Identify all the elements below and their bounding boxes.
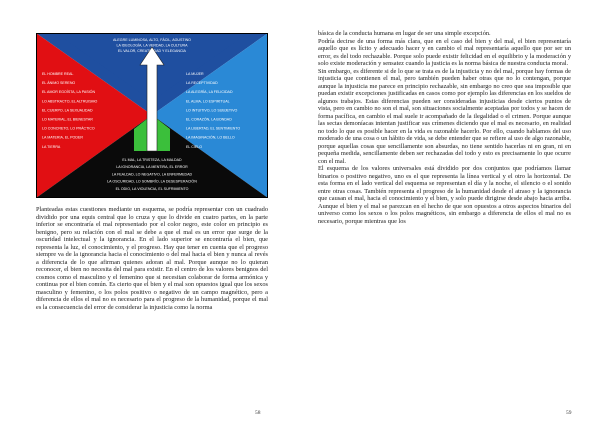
page-number: 58 — [255, 410, 261, 416]
page-number: 59 — [566, 410, 572, 416]
right-label: EL ALMA, LO ESPIRITUAL — [186, 99, 230, 104]
right-paragraph: Sin embargo, es diferente si de lo que se trata es de la injusticia y no del mal, porque hay formas de injusticia que contienen el mal, pero también pueden haber otras que no lo contengan, porque aunque la injusticia me parece en principio rechazable, sin embargo no creo que sea imposible que puedan existir excepciones justificadas en casos como por ejemplo las diferencias en los sueldos de algunos trabajos. Estas diferencias pueden ser consideradas injusticias desde ciertos puntos de vista, pero en cambio no son el mal, son situaciones socialmente aceptadas por todos y se hacen de forma pacífica, en cambio el mal suele ir acompañado de la ilegalidad o el crimen. Porque aunque las sectas demoníacas intentan justificar sus crímenes diciendo que el mal es necesario, en realidad no todo lo que es posible hacer en la vida es razonable hacerlo. Por ello, cuando hablamos del uso moderado de una cosa o un hábito de vida, se debe entender que se refiere al uso de algo razonable, porque aquellas cosas que sencillamente son absurdas, no tiene sentido hacerlas ni en gran, ni en pequeña medida, sencillamente deben ser rechazadas del todo y esto es precisamente lo que ocurre con el mal. — [318, 67, 571, 165]
right-paragraph: El esquema de los valores universales está dividido por dos conjuntos que podríamos llamar binarios o positivo negativo, uno es el que representa la línea vertical y el otro la horizontal. De esta forma en el lado vertical del esquema se representan el día y la noche, el silencio o el sonido entre otras cosas. También representa el progreso de la humanidad desde el atraso y la ignorancia que causan el mal, hacia el conocimiento y el bien, y solo puede dirigirse desde abajo hacia arriba. Aunque el bien y el mal se parezcan en el hecho de que son opuestos a otros aspectos binarios del universo como los sexos o los polos magnéticos, sin embargo a diferencia de ellos el mal no es necesario, porque mientras que los — [318, 165, 571, 225]
left-label: EL CUERPO, LA SEXUALIDAD — [42, 108, 93, 113]
top-label: LA IDEOLOGÍA, LA VERDAD, LA CULTURA — [116, 43, 188, 48]
right-label: LA RECEPTIVIDAD — [186, 81, 218, 86]
left-label: LA MATERIA, EL PODER — [42, 135, 83, 140]
bottom-label: LA IGNORANCIA, LA MENTIRA, EL ERROR — [116, 165, 188, 170]
left-label: EL HOMBRE REAL — [42, 72, 74, 76]
values-diagram — [36, 33, 268, 198]
bottom-label: EL ODIO, LA VIOLENCIA, EL SUFRIMIENTO — [115, 186, 189, 191]
values-diagram-svg — [36, 33, 268, 198]
top-label: ALEGRE LUMINOSA, ALTO, FÁCIL, AGUSTINO — [113, 38, 191, 42]
left-page-body — [36, 206, 268, 406]
right-label: EL CIELO — [186, 144, 203, 149]
right-paragraph: básica de la conducta humana en lugar de ser una simple excepción. — [318, 30, 491, 37]
left-label: EL ÁNIMO SERENO — [42, 81, 76, 86]
right-page-body — [318, 30, 571, 408]
right-page — [300, 0, 600, 424]
right-label: LA MUJER — [186, 72, 204, 76]
right-label: LA LIBERTAD, EL SENTIMIENTO — [186, 126, 241, 131]
right-paragraph: Podría decirse de una forma más clara, que en el caso del bien y del mal, el bien representaría aquello que es lícito y adecuado hacer y en cambio el mal representaría aquello que por ser un error, es del todo rechazable. Porque solo puede existir felicidad en el equilibrio y la moderación y solo existe moderación y sensatez cuando la justicia es la norma básica de nuestra conducta moral. — [318, 37, 571, 68]
left-paragraph: Planteadas estas cuestiones mediante un esquema, se podría representar con un cuadrado dividido por una equis central que lo cruza y que lo divide en cuatro partes, en la parte inferior se encontraría el mal representado por el color negro, este color en principio es benigno, pero su relación con el mal se debe a que el mal es un error que surge de la oscuridad intelectual y la ignorancia. En el lado superior se encontraría el bien, que representa la luz, el conocimiento, y el progreso. Hay que tener en cuenta que el progreso siempre va de la ignorancia hacia el conocimiento o del mal hacia el bien y nunca al revés a diferencia de lo que afirman quienes adoran al mal. Porque aunque no lo quieran reconocer, el bien no necesita del mal para existir. En el centro de los valores benignos del cosmos como el masculino y el femenino que si necesitan colaborar de forma armónica y continua por el bien común. Es cierto que el bien y el mal son opuestos igual que los sexos masculino y femenino, o los polos positivo o negativo de un campo magnético, pero a diferencia de ellos el mal no es necesario para el progreso de la humanidad, porque el mal es la consecuencia del error de considerar la injusticia como la norma — [36, 206, 268, 311]
bottom-label: EL MAL, LA TRISTEZA, LA MALDAD — [122, 158, 182, 162]
bottom-label: LA FEALDAD, LO NEGATIVO, LA ENFERMEDAD — [111, 172, 193, 177]
right-label: LA ALEGRÍA, LA FELICIDAD — [186, 90, 233, 95]
top-label: EL VALOR, CREATIVIDAD Y ELEGANCIA — [118, 48, 186, 53]
left-label: LO MATERIAL, EL BIENESTAR — [42, 117, 93, 122]
top-labels — [113, 38, 191, 53]
left-label: LO CONCRETO, LO PRÁCTICO — [42, 126, 95, 131]
left-label: LO ABSTRACTO, EL ALTRUISMO — [42, 99, 98, 104]
right-label: EL CORAZÓN, LA BONDAD — [186, 117, 232, 122]
right-label: LO INTUITIVO, LO SUBJETIVO — [186, 108, 238, 113]
left-label: LA TIERRA — [42, 144, 61, 149]
right-label: LA IMAGINACIÓN, LO BELLO — [186, 135, 235, 140]
left-label: EL AMOR EGOÍSTA, LA PASIÓN — [42, 90, 96, 95]
bottom-label: LA OSCURIDAD, LO SOMBRÍO, LA DESESPERACIÓN — [107, 179, 197, 184]
